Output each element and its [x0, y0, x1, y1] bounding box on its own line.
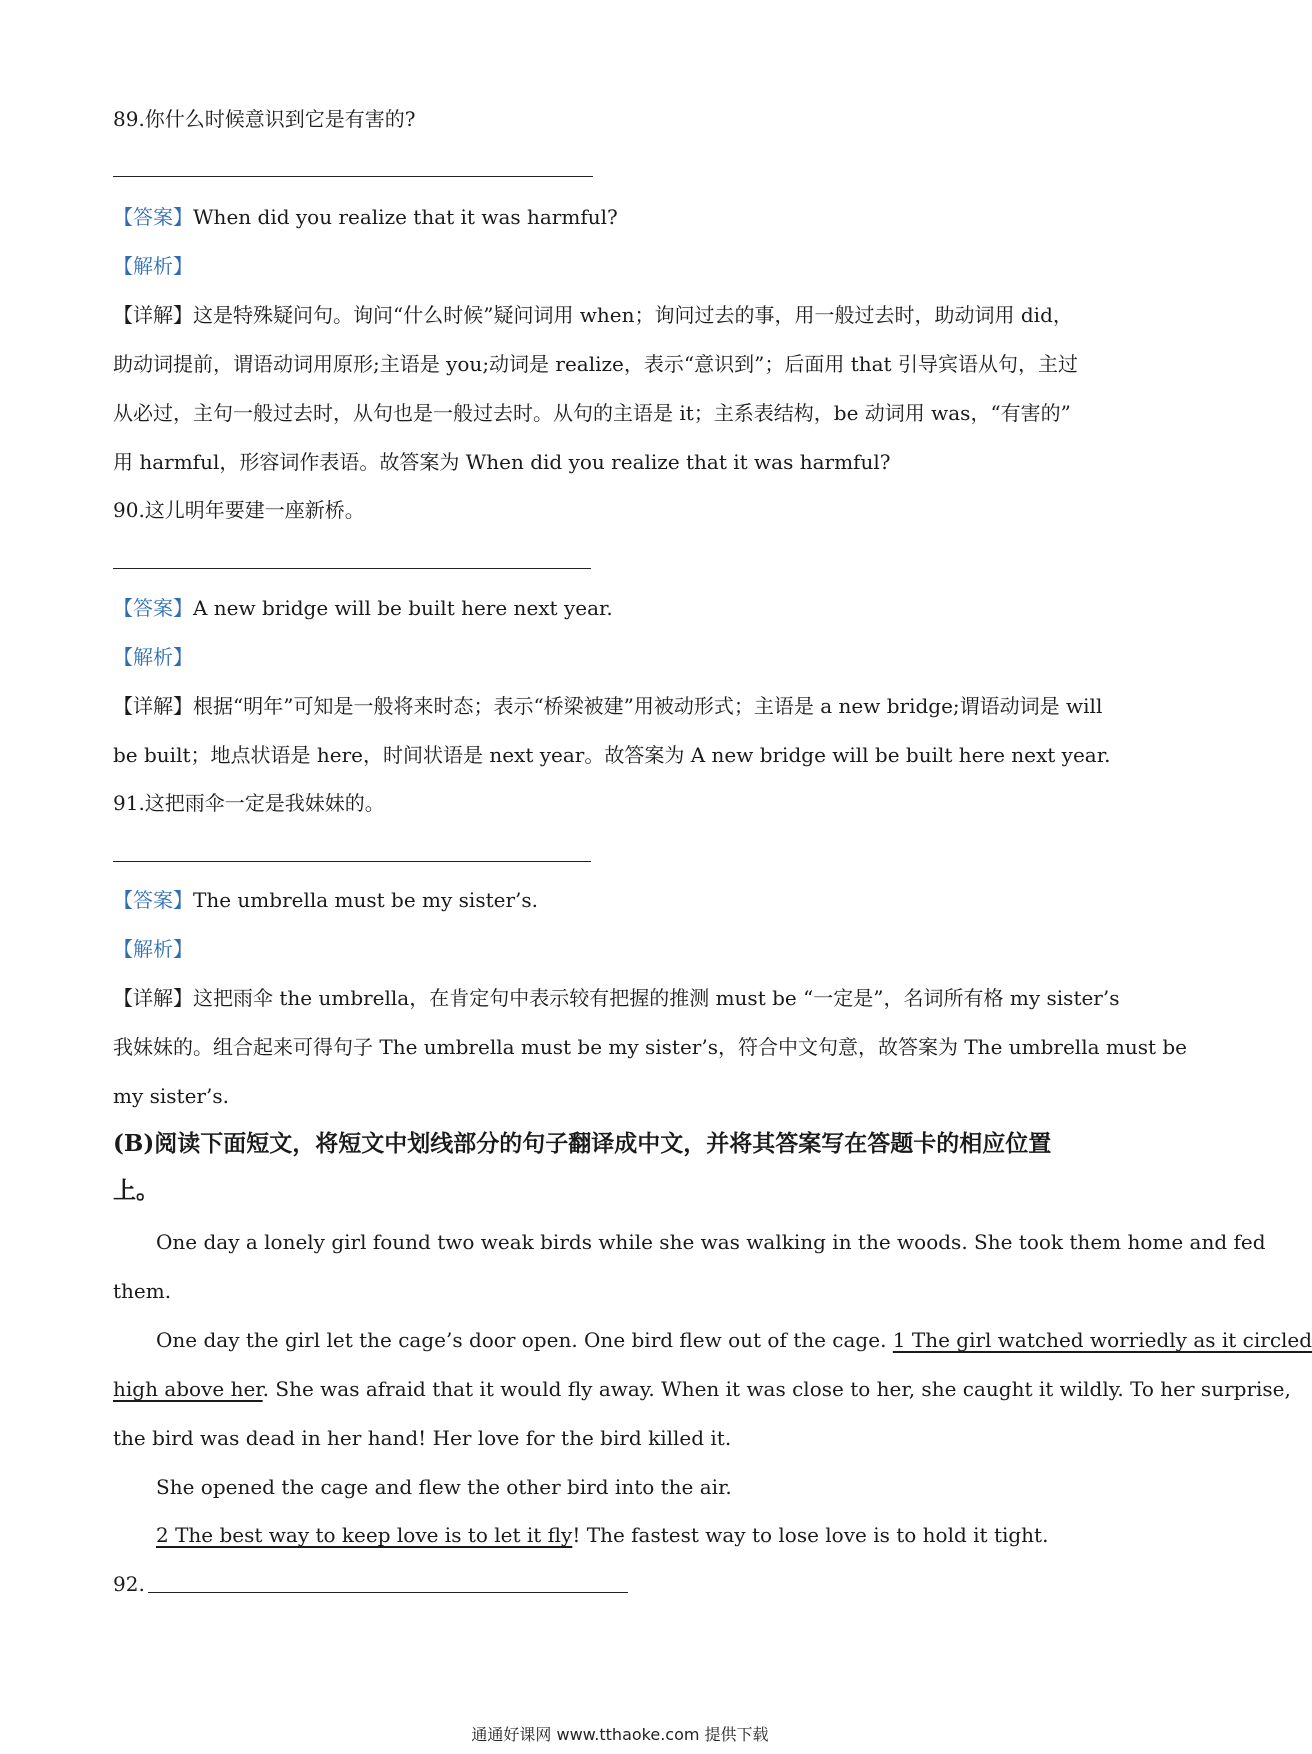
answer-text: A new bridge will be built here next year.	[193, 596, 613, 620]
question-89-prompt: 89.你什么时候意识到它是有害的?	[113, 107, 416, 131]
detail-text: 这把雨伞 the umbrella，在肯定句中表示较有把握的推测 must be “一定是”，名词所有格 my sister’s	[193, 986, 1120, 1010]
passage-text: One day the girl let the cage’s door open. One bird flew out of the cage.	[156, 1328, 893, 1352]
question-92-label: 92.	[113, 1572, 145, 1596]
passage-text: . She was afraid that it would fly away. When it was close to her, she caught it wildly. To her surprise,	[262, 1377, 1291, 1401]
passage-p1-line-2: them.	[113, 1279, 172, 1303]
passage-p4	[156, 1521, 1048, 1549]
answer-91	[113, 886, 538, 914]
passage-p2-line-1	[156, 1326, 1312, 1354]
answer-blank-89	[113, 176, 593, 177]
detail-tag: 【详解】	[113, 694, 193, 718]
detail-89-line-2: 助动词提前，谓语动词用原形;主语是 you;动词是 realize，表示“意识到”；后面用 that 引导宾语从句，主过	[113, 352, 1078, 376]
underlined-sentence-1: 1 The girl watched worriedly as it circled	[892, 1328, 1312, 1352]
analysis-tag-90: 【解析】	[113, 645, 193, 669]
section-b-heading-line-2: 上。	[113, 1177, 159, 1204]
detail-91-line-2: 我妹妹的。组合起来可得句子 The umbrella must be my sister’s，符合中文句意，故答案为 The umbrella must be	[113, 1035, 1188, 1059]
underlined-sentence-1-end: high above her	[113, 1377, 263, 1401]
section-b-heading-line-1: (B)阅读下面短文，将短文中划线部分的句子翻译成中文，并将其答案写在答题卡的相应位置	[113, 1130, 1052, 1157]
detail-89-line-4: 用 harmful，形容词作表语。故答案为 When did you realize that it was harmful?	[113, 450, 891, 474]
answer-text: When did you realize that it was harmful?	[193, 205, 618, 229]
detail-90-line-1	[113, 692, 1102, 720]
passage-p2-line-3: the bird was dead in her hand! Her love for the bird killed it.	[113, 1426, 732, 1450]
answer-89	[113, 203, 618, 231]
detail-91-line-3: my sister’s.	[113, 1084, 229, 1108]
answer-tag: 【答案】	[113, 888, 193, 912]
answer-blank-92	[148, 1592, 628, 1593]
answer-tag: 【答案】	[113, 205, 193, 229]
underlined-sentence-2: 2 The best way to keep love is to let it fly	[156, 1523, 573, 1547]
detail-tag: 【详解】	[113, 303, 193, 327]
answer-blank-91	[113, 861, 591, 862]
answer-tag: 【答案】	[113, 596, 193, 620]
detail-tag: 【详解】	[113, 986, 193, 1010]
analysis-tag-89: 【解析】	[113, 254, 193, 278]
answer-90	[113, 594, 613, 622]
answer-text: The umbrella must be my sister’s.	[193, 888, 538, 912]
passage-p3: She opened the cage and flew the other bird into the air.	[156, 1475, 732, 1499]
detail-89-line-1	[113, 301, 1073, 329]
detail-text: 根据“明年”可知是一般将来时态；表示“桥梁被建”用被动形式；主语是 a new bridge;谓语动词是 will	[193, 694, 1103, 718]
analysis-tag-91: 【解析】	[113, 937, 193, 961]
passage-p2-line-2	[113, 1375, 1291, 1403]
question-90-prompt: 90.这儿明年要建一座新桥。	[113, 498, 365, 522]
detail-text: 这是特殊疑问句。询问“什么时候”疑问词用 when；询问过去的事，用一般过去时，助动词用 did，	[193, 303, 1073, 327]
detail-91-line-1	[113, 984, 1120, 1012]
answer-blank-90	[113, 568, 591, 569]
question-91-prompt: 91.这把雨伞一定是我妹妹的。	[113, 791, 385, 815]
passage-text: ! The fastest way to lose love is to hold it tight.	[572, 1523, 1049, 1547]
page-footer: 通通好课网 www.tthaoke.com 提供下载	[471, 1725, 769, 1744]
detail-90-line-2: be built；地点状语是 here，时间状语是 next year。故答案为 A new bridge will be built here next year.	[113, 743, 1111, 767]
detail-89-line-3: 从必过，主句一般过去时，从句也是一般过去时。从句的主语是 it；主系表结构，be 动词用 was，“有害的”	[113, 401, 1071, 425]
passage-p1-line-1: One day a lonely girl found two weak birds while she was walking in the woods. She took them home and fed	[156, 1230, 1266, 1254]
